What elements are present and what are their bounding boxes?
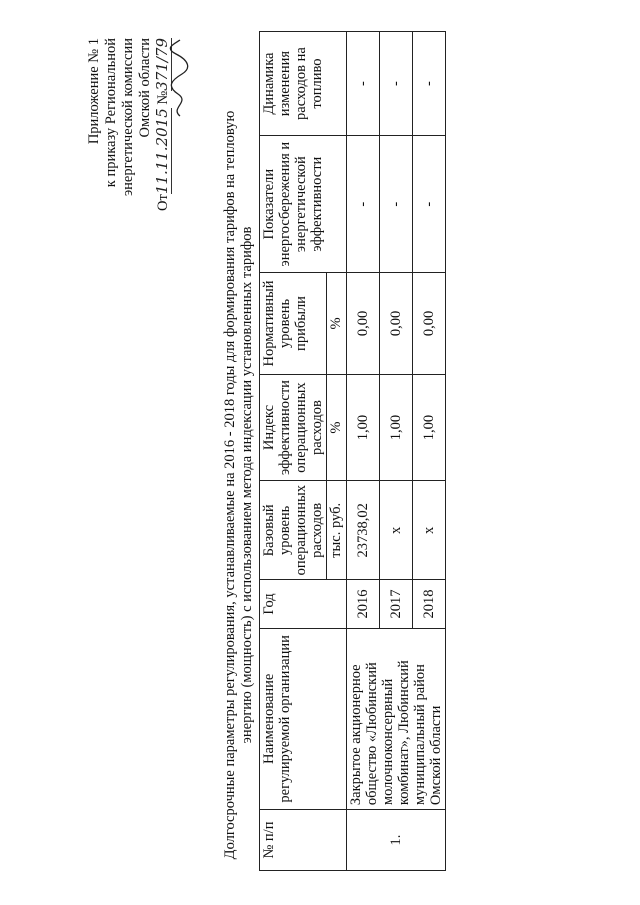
unit-base: тыс. руб. (327, 481, 347, 580)
organization-name: Закрытое акционерное общество «Любинский молочноконсервный комбинат», Любинский муниципальный район Омской области (347, 628, 446, 810)
efficiency-index-cell: 1,00 (413, 374, 446, 481)
efficiency-index-cell: 1,00 (347, 374, 380, 481)
order-date-number-line (154, 38, 172, 398)
handwritten-date: 11.11.2015 (153, 108, 171, 195)
header-normative-profit: Нормативный уровень прибыли (260, 273, 327, 375)
number-label: № (155, 90, 171, 105)
document-title (222, 95, 256, 875)
table-header-row (260, 32, 327, 871)
normative-profit-cell: 0,00 (413, 273, 446, 375)
header-year: Год (260, 580, 347, 628)
table-row (347, 32, 380, 871)
year-cell: 2016 (347, 580, 380, 628)
parameters-table (259, 31, 446, 871)
energy-saving-cell: - (413, 136, 446, 273)
fuel-dynamics-cell: - (380, 32, 413, 136)
efficiency-index-cell: 1,00 (380, 374, 413, 481)
unit-norm: % (327, 273, 347, 375)
header-energy-saving: Показатели энергосбережения и энергетической эффективности (260, 136, 347, 273)
normative-profit-cell: 0,00 (347, 273, 380, 375)
energy-saving-cell: - (347, 136, 380, 273)
appendix-line-3: энергетической комиссии (120, 38, 136, 197)
fuel-dynamics-cell: - (413, 32, 446, 136)
title-line-2: энергию (мощность) с использованием метода индексации установленных тарифов (239, 226, 255, 744)
title-line-1: Долгосрочные параметры регулирования, устанавливаемые на 2016 - 2018 годы для формирования тарифов на тепловую (222, 110, 238, 860)
row-number: 1. (347, 810, 446, 871)
header-base-level: Базовый уровень операционных расходов (260, 481, 327, 580)
unit-index: % (327, 374, 347, 481)
appendix-line-1: Приложение № 1 (86, 38, 102, 145)
year-cell: 2018 (413, 580, 446, 628)
fuel-dynamics-cell: - (347, 32, 380, 136)
signature-squiggle (168, 38, 190, 118)
handwritten-number: 371/79 (153, 38, 171, 91)
year-cell: 2017 (380, 580, 413, 628)
appendix-line-2: к приказу Региональной (103, 38, 119, 188)
energy-saving-cell: - (380, 136, 413, 273)
normative-profit-cell: 0,00 (380, 273, 413, 375)
base-level-cell: x (380, 481, 413, 580)
appendix-line-4: Омской области (137, 38, 153, 138)
base-level-cell: x (413, 481, 446, 580)
appendix-block (86, 38, 172, 398)
base-level-cell: 23738,02 (347, 481, 380, 580)
header-num: № п/п (260, 810, 347, 871)
ot-label: От (155, 194, 171, 211)
header-organization: Наименование регулируемой организации (260, 628, 347, 810)
header-fuel-dynamics: Динамика изменения расходов на топливо (260, 32, 347, 136)
header-efficiency-index: Индекс эффективности операционных расходов (260, 374, 327, 481)
